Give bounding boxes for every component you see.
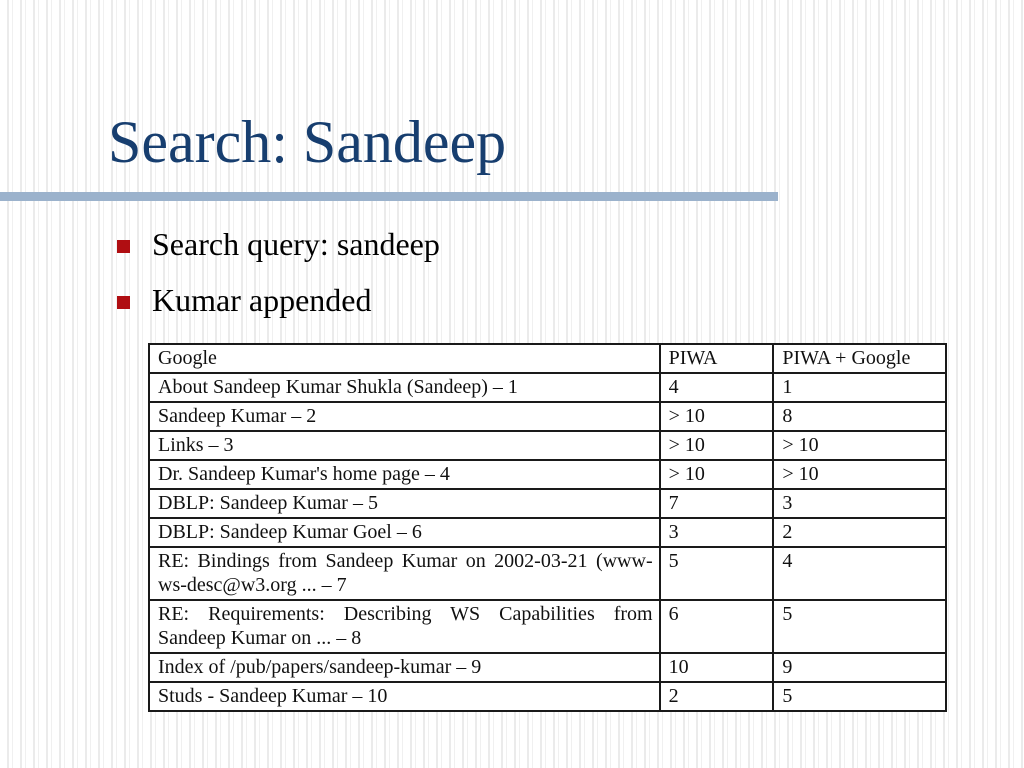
piwa-google-rank-cell: > 10 bbox=[773, 460, 946, 489]
square-bullet-icon bbox=[117, 296, 130, 309]
piwa-google-rank-cell: 5 bbox=[773, 600, 946, 653]
google-result-cell: Sandeep Kumar – 2 bbox=[149, 402, 660, 431]
table-row bbox=[149, 402, 946, 431]
slide-title: Search: Sandeep bbox=[108, 109, 507, 175]
piwa-rank-cell: 3 bbox=[660, 518, 774, 547]
piwa-rank-cell: 5 bbox=[660, 547, 774, 600]
bullet-item bbox=[114, 278, 440, 334]
piwa-rank-cell: > 10 bbox=[660, 402, 774, 431]
piwa-google-rank-cell: 8 bbox=[773, 402, 946, 431]
piwa-rank-cell: 7 bbox=[660, 489, 774, 518]
bullet-text: Kumar appended bbox=[152, 282, 372, 318]
piwa-rank-cell: 6 bbox=[660, 600, 774, 653]
title-divider bbox=[0, 192, 778, 201]
piwa-rank-cell: > 10 bbox=[660, 431, 774, 460]
google-result-cell: Links – 3 bbox=[149, 431, 660, 460]
header-piwa: PIWA bbox=[660, 344, 774, 373]
piwa-rank-cell: 4 bbox=[660, 373, 774, 402]
results-table bbox=[148, 343, 947, 712]
piwa-google-rank-cell: 9 bbox=[773, 653, 946, 682]
table-row bbox=[149, 653, 946, 682]
bullet-item bbox=[114, 222, 440, 278]
google-result-cell: About Sandeep Kumar Shukla (Sandeep) – 1 bbox=[149, 373, 660, 402]
piwa-google-rank-cell: 2 bbox=[773, 518, 946, 547]
piwa-rank-cell: > 10 bbox=[660, 460, 774, 489]
bullet-list bbox=[114, 222, 440, 334]
table-row bbox=[149, 489, 946, 518]
piwa-google-rank-cell: > 10 bbox=[773, 431, 946, 460]
table-row bbox=[149, 460, 946, 489]
google-result-cell: Index of /pub/papers/sandeep-kumar – 9 bbox=[149, 653, 660, 682]
google-result-cell: DBLP: Sandeep Kumar – 5 bbox=[149, 489, 660, 518]
piwa-google-rank-cell: 4 bbox=[773, 547, 946, 600]
piwa-google-rank-cell: 3 bbox=[773, 489, 946, 518]
header-google: Google bbox=[149, 344, 660, 373]
table-row bbox=[149, 518, 946, 547]
google-result-cell: Dr. Sandeep Kumar's home page – 4 bbox=[149, 460, 660, 489]
piwa-rank-cell: 10 bbox=[660, 653, 774, 682]
table-row bbox=[149, 682, 946, 711]
google-result-cell: Studs - Sandeep Kumar – 10 bbox=[149, 682, 660, 711]
google-result-cell: RE: Bindings from Sandeep Kumar on 2002-03-21 (www-ws-desc@w3.org ... – 7 bbox=[149, 547, 660, 600]
piwa-rank-cell: 2 bbox=[660, 682, 774, 711]
piwa-google-rank-cell: 5 bbox=[773, 682, 946, 711]
table-row bbox=[149, 431, 946, 460]
table-row bbox=[149, 373, 946, 402]
google-result-cell: RE: Requirements: Describing WS Capabilities from Sandeep Kumar on ... – 8 bbox=[149, 600, 660, 653]
table-row bbox=[149, 547, 946, 600]
google-result-cell: DBLP: Sandeep Kumar Goel – 6 bbox=[149, 518, 660, 547]
piwa-google-rank-cell: 1 bbox=[773, 373, 946, 402]
header-piwa-google: PIWA + Google bbox=[773, 344, 946, 373]
table-row bbox=[149, 600, 946, 653]
table-header-row bbox=[149, 344, 946, 373]
bullet-text: Search query: sandeep bbox=[152, 226, 440, 262]
square-bullet-icon bbox=[117, 240, 130, 253]
